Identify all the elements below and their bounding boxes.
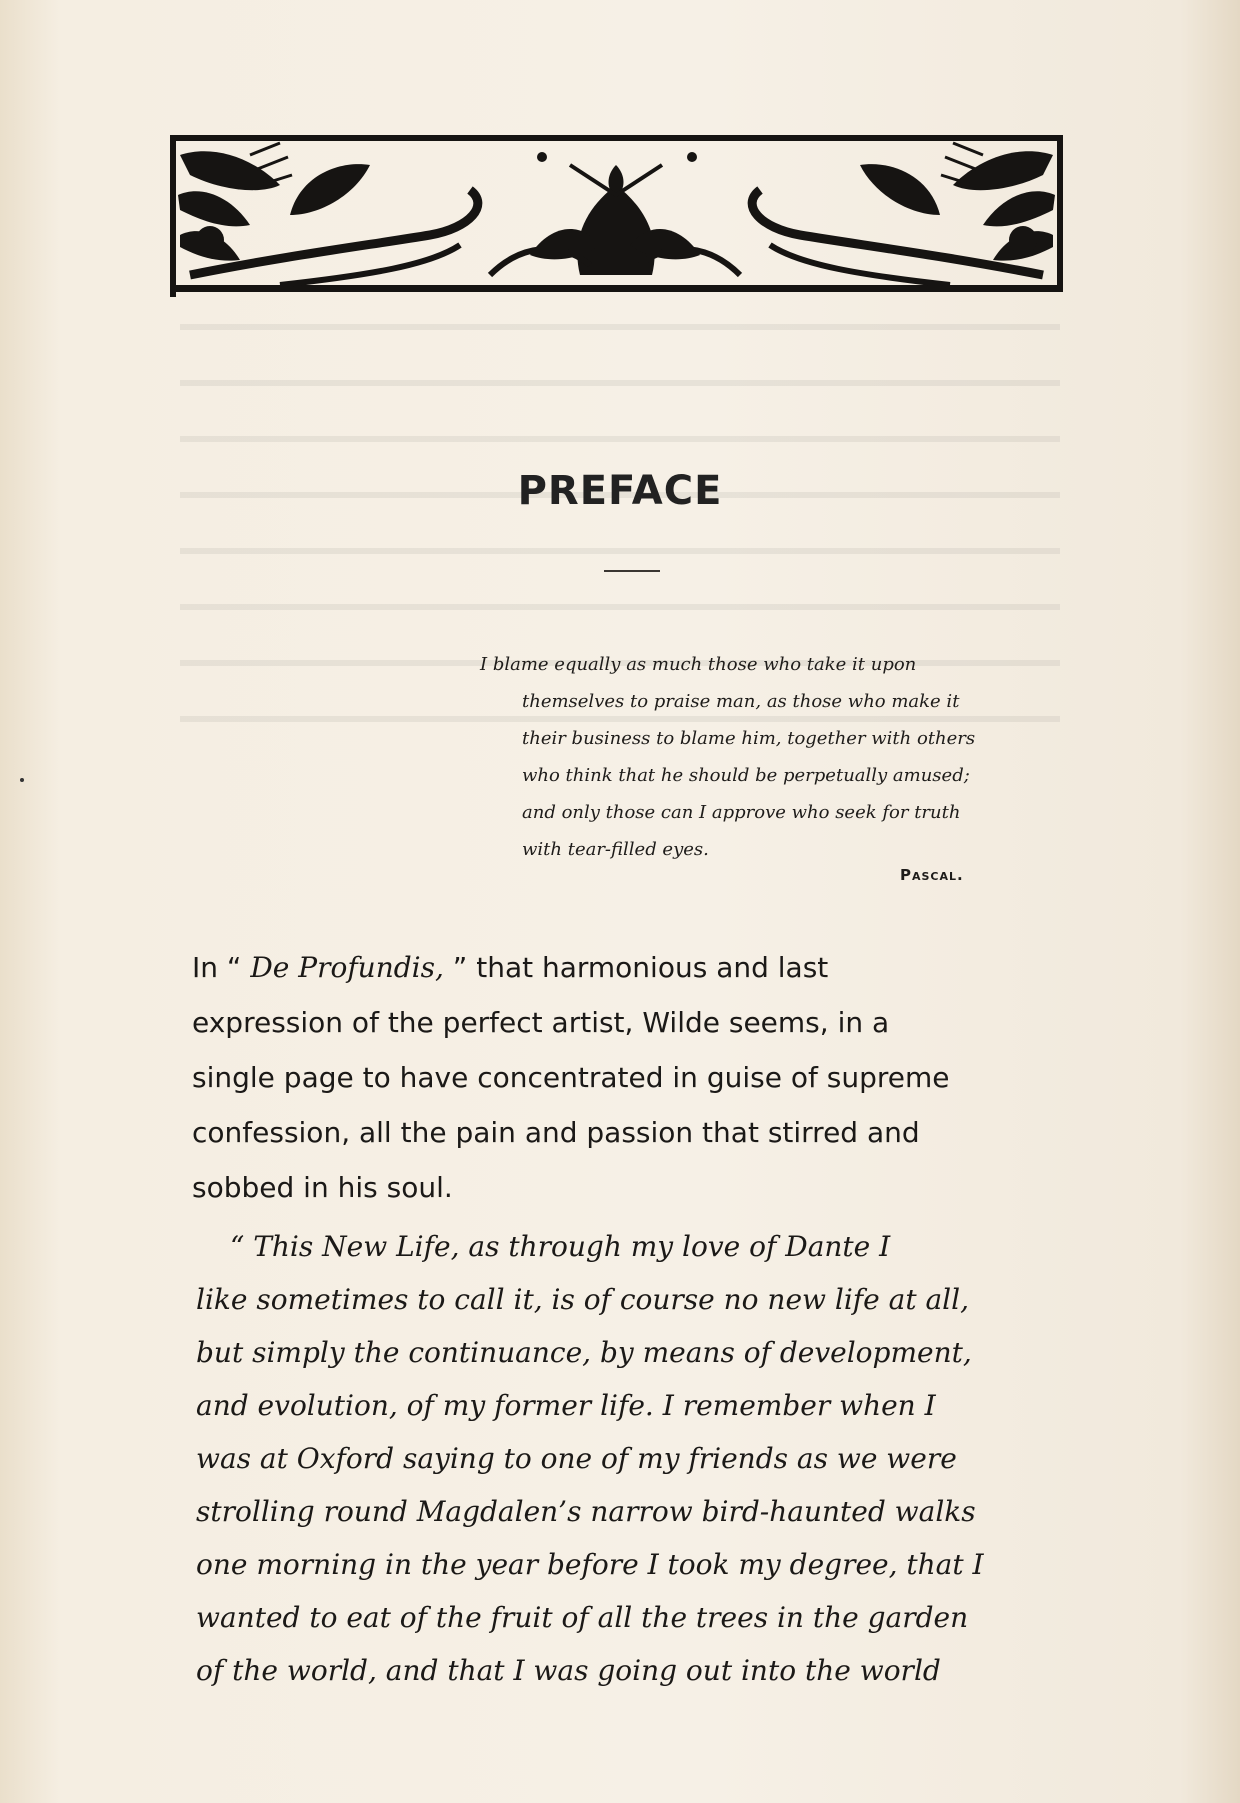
- text-run: In “: [192, 951, 251, 984]
- epigraph-attribution: Pascal.: [900, 866, 964, 884]
- epigraph-quote: [480, 646, 1055, 868]
- paragraph-line: wanted to eat of the fruit of all the trees in the garden: [196, 1601, 969, 1634]
- paragraph-line: sobbed in his soul.: [192, 1171, 453, 1204]
- paragraph-line: and evolution, of my former life. I remember when I: [196, 1389, 936, 1422]
- epigraph-line: I blame equally as much those who take it upon: [480, 654, 917, 675]
- paragraph-line: of the world, and that I was going out into the world: [196, 1654, 941, 1687]
- paragraph-line: one morning in the year before I took my degree, that I: [196, 1548, 984, 1581]
- text-run: ” that harmonious and last: [443, 951, 829, 984]
- paragraph-line: like sometimes to call it, is of course no new life at all,: [196, 1283, 969, 1316]
- epigraph-line: and only those can I approve who seek for truth: [522, 802, 961, 823]
- paper-speck: [20, 778, 24, 782]
- epigraph-line: who think that he should be perpetually amused;: [522, 765, 970, 786]
- epigraph-line: themselves to praise man, as those who make it: [522, 691, 960, 712]
- epigraph-line: with tear-filled eyes.: [522, 839, 709, 860]
- page-title: PREFACE: [517, 468, 723, 514]
- book-title-italic: De Profundis,: [250, 951, 444, 984]
- paragraph-line: expression of the perfect artist, Wilde seems, in a: [192, 1006, 890, 1039]
- paragraph-line: “ This New Life, as through my love of Dante I: [230, 1230, 891, 1263]
- body-paragraph-1: [192, 940, 1037, 1215]
- paragraph-line: confession, all the pain and passion that stirred and: [192, 1116, 920, 1149]
- floral-headpiece-ornament: [170, 135, 1063, 297]
- epigraph-line: their business to blame him, together with others: [522, 728, 976, 749]
- paragraph-line: but simply the continuance, by means of development,: [196, 1336, 972, 1369]
- paragraph-line: was at Oxford saying to one of my friends as we were: [196, 1442, 957, 1475]
- body-paragraph-2-quote: [196, 1220, 1041, 1697]
- title-divider: [604, 570, 660, 572]
- paragraph-line: [192, 940, 1037, 995]
- paragraph-line: single page to have concentrated in guise of supreme: [192, 1061, 950, 1094]
- paragraph-line: strolling round Magdalen’s narrow bird-haunted walks: [196, 1495, 976, 1528]
